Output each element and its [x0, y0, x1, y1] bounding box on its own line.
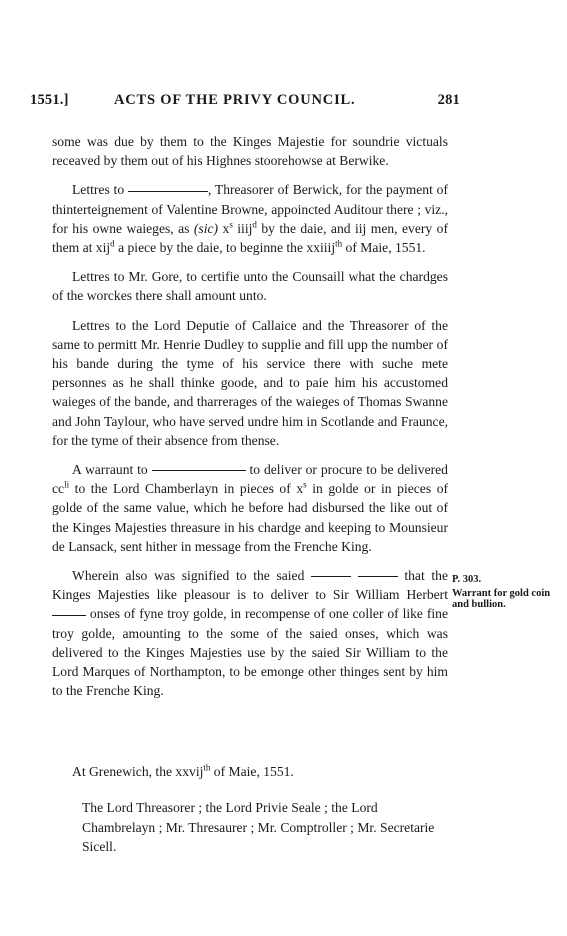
paragraph-6-pre: Wherein also was signified to the saied	[72, 568, 305, 584]
paragraph-5-mid: to deliver or procure to be delivered	[249, 462, 448, 478]
amount: x	[222, 220, 230, 236]
sic-note: (sic)	[193, 220, 219, 236]
paragraph-2-post: , Threasorer of Berwick, for the payment of thinterteignement of Valentine Browne, appoincted Auditour there ; viz., for his owne waieges, as	[52, 182, 448, 236]
amount-sup: d	[110, 238, 115, 249]
paragraph-2-pre: Lettres to	[72, 182, 125, 198]
paragraph-3: Lettres to Mr. Gore, to certifie unto the Counsaill what the chardges of the worckes there shall amount unto.	[52, 269, 448, 304]
header-year: 1551.]	[30, 92, 69, 108]
paragraph-5	[52, 460, 448, 556]
paragraph-5-pre: A warraunt to	[72, 462, 148, 478]
amount: cc	[52, 481, 65, 497]
attendance-list: The Lord Threasorer ; the Lord Privie Seale ; the Lord Chambrelayn ; Mr. Thresaurer ; Mr. Comptroller ; Mr. Secretarie Sicell.	[82, 800, 435, 854]
blank-line	[152, 470, 246, 471]
meeting-heading	[72, 764, 452, 780]
blank-line	[311, 576, 351, 577]
paragraph-2	[52, 180, 448, 257]
paragraph-2-mid: by the daie, and iij men, every of them at	[52, 220, 448, 256]
ordinal-sup: th	[203, 762, 211, 773]
paragraph-5-mid: to the Lord Chamberlayn in pieces of	[74, 481, 291, 497]
amount-sup: s	[229, 219, 233, 230]
meeting-post: of Maie, 1551.	[213, 764, 294, 779]
margin-note-text: Warrant for gold coin and bullion.	[452, 587, 551, 610]
paragraph-5-post: in golde or in pieces of golde of the same value, which he before had disbursed the like out of the Kinges Majesties threasure in his chardge and keeping to Mounsieur de Lansack, sent hither in message from the Frenche King.	[52, 481, 449, 554]
ordinal-sup: th	[335, 238, 343, 249]
amount-sup: d	[252, 219, 257, 230]
margin-page-ref: P. 303.	[452, 574, 482, 585]
document-body	[52, 132, 448, 710]
paragraph-4: Lettres to the Lord Deputie of Callaice and the Threasorer of the same to permitt Mr. Henrie Dudley to supplie and fill upp the number of his bande during the tyme of his service there with suche mete personnes as he shall thinke goode, and to paie him his accustomed waieges of the bande, and tharrerages of the waieges of Thomas Swanne and John Taylour, who have served undre him in Scotlande and Fraunce, for the tyme of their absence from thense.	[52, 317, 448, 448]
paragraph-2-tail: a piece by the daie, to beginne the xxiiij	[118, 240, 336, 256]
running-header	[30, 92, 460, 112]
blank-line	[358, 576, 398, 577]
meeting-pre: At Grenewich, the xxvij	[72, 764, 204, 779]
paragraph-6-post: onses of fyne troy golde, in recompense of one coller of like fine troy golde, amounting to the some of the saied onses, which was delivered to the Kinges Majesties use by the saied Sir William to the Lord Marques of Northampton, to be emonge other thinges sent by him to the Frenche King.	[52, 606, 448, 699]
amount: x	[296, 481, 304, 497]
blank-line	[52, 615, 86, 616]
paragraph-6-mid: that the Kinges Majesties like pleasour is to deliver to Sir William Herbert	[52, 568, 448, 603]
amount-sup: li	[64, 479, 70, 490]
paragraph-6	[52, 566, 448, 700]
paragraph-2-end: of Maie, 1551.	[345, 240, 426, 256]
paragraph-1: some was due by them to the Kinges Majestie for soundrie victuals receaved by them out of his Highnes stoorehowse at Berwike.	[52, 134, 448, 169]
margin-note	[452, 574, 562, 611]
page-number: 281	[437, 92, 460, 108]
amount-sup: s	[303, 479, 307, 490]
blank-line	[128, 191, 208, 192]
header-title: ACTS OF THE PRIVY COUNCIL.	[114, 92, 356, 108]
amount: iiij	[237, 220, 253, 236]
amount: xij	[95, 240, 111, 256]
